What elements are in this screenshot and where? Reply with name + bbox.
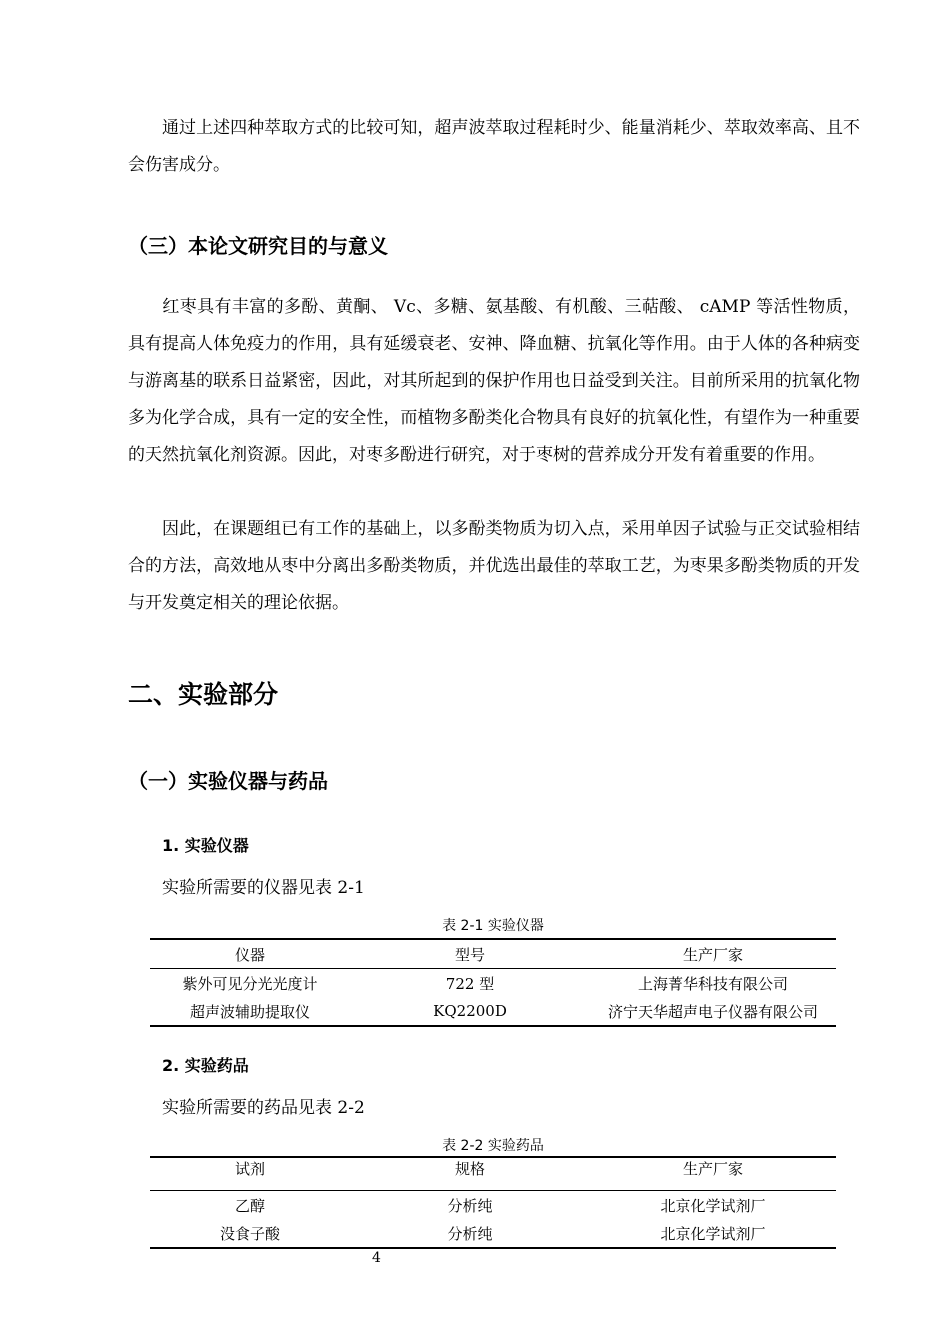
section-heading-instruments: （一）实验仪器与药品	[128, 769, 328, 793]
paragraph-instruments-intro: 实验所需要的仪器见表 2-1	[162, 878, 365, 898]
section-heading-research-purpose: （三）本论文研究目的与意义	[128, 234, 388, 258]
table-cell: 没食子酸	[219, 1224, 280, 1243]
header-cell: 型号	[454, 945, 485, 964]
table-row	[150, 1191, 836, 1220]
table-cell: 紫外可见分光光度计	[182, 974, 318, 993]
table-cell: 分析纯	[447, 1224, 493, 1243]
table-header-row	[150, 1157, 836, 1191]
paragraph-research-approach: 因此，在课题组已有工作的基础上，以多酚类物质为切入点，采用单因子试验与正交试验相结合的方法，高效地从枣中分离出多酚类物质，并优选出最佳的萃取工艺，为枣果多酚类物质的开发与开发奠定相关的理论依据。	[128, 519, 860, 613]
table-row	[150, 1219, 836, 1248]
header-cell: 生产厂家	[682, 1160, 743, 1178]
table-row	[150, 969, 836, 998]
instruments-table	[150, 938, 836, 1027]
reagents-table	[150, 1156, 836, 1249]
table-cell: 上海菁华科技有限公司	[637, 974, 788, 993]
table-header-row	[150, 939, 836, 969]
table-cell: 乙醇	[234, 1196, 265, 1215]
header-cell: 试剂	[234, 1160, 265, 1178]
chapter-heading-experiment: 二、实验部分	[128, 680, 279, 709]
table-caption-reagents: 表 2-2 实验药品	[442, 1138, 544, 1154]
header-cell: 仪器	[234, 945, 265, 964]
table-cell: 超声波辅助提取仪	[189, 1002, 310, 1021]
table-row	[150, 997, 836, 1026]
page-number: 4	[372, 1250, 381, 1266]
subheading-reagents: 2. 实验药品	[162, 1056, 249, 1075]
header-cell: 生产厂家	[682, 945, 743, 964]
table-cell: 北京化学试剂厂	[660, 1196, 766, 1215]
table-cell: 济宁天华超声电子仪器有限公司	[607, 1002, 818, 1021]
table-caption-instruments: 表 2-1 实验仪器	[442, 918, 544, 934]
paragraph-jujube-polyphenols: 红枣具有丰富的多酚、黄酮、 Vc、多糖、氨基酸、有机酸、三萜酸、 cAMP 等活性物质，具有提高人体免疫力的作用，具有延缓衰老、安神、降血糖、抗氧化等作用。由于人体的各种病变与游离基的联系日益紧密，因此，对其所起到的保护作用也日益受到关注。目前所采用的抗氧化物多为化学合成，具有一定的安全性，而植物多酚类化合物具有良好的抗氧化性，有望作为一种重要的天然抗氧化剂资源。因此，对枣多酚进行研究，对于枣树的营养成分开发有着重要的作用。	[128, 297, 860, 465]
table-cell: 722 型	[445, 974, 495, 993]
header-cell: 规格	[454, 1160, 485, 1178]
table-cell: 北京化学试剂厂	[660, 1224, 766, 1243]
table-cell: KQ2200D	[433, 1002, 507, 1020]
table-cell: 分析纯	[447, 1196, 493, 1215]
paragraph-extraction-comparison: 通过上述四种萃取方式的比较可知，超声波萃取过程耗时少、能量消耗少、萃取效率高、且不会伤害成分。	[128, 118, 860, 175]
subheading-instruments: 1. 实验仪器	[162, 836, 249, 855]
paragraph-reagents-intro: 实验所需要的药品见表 2-2	[162, 1098, 365, 1118]
